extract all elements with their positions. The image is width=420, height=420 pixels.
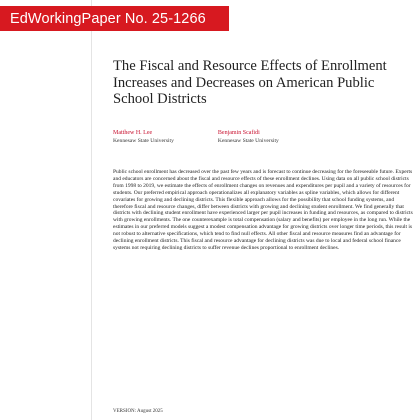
author-block [113,130,174,145]
author-block [218,130,279,145]
author-list [113,130,403,145]
series-label: EdWorkingPaper No. 25-1266 [10,10,206,27]
author-name: Benjamin Scafidi [217,130,260,136]
author-affiliation: Kennesaw State University [113,137,174,144]
author-name: Matthew H. Lee [113,130,153,136]
version-label: VERSION: August 2025 [113,409,163,414]
series-banner [0,6,229,31]
paper-title: The Fiscal and Resource Effects of Enrollment Increases and Decreases on American Public School Districts [113,58,387,107]
author-affiliation: Kennesaw State University [217,137,279,144]
margin-divider [91,0,92,420]
abstract-text: Public school enrollment has decreased over the past few years and is forecast to continue decreasing for the foreseeable future. Experts and educators are concerned about the fiscal and resource effects of these enrollment declines. Using data on all public school districts from 1998 to 2019, we estimate the effects of enrollment changes on revenues and expenditures per pupil and a variety of resources for students. Our preferred empirical approach operationalizes all explanatory variables as spline variables, which allows for different covariates for growing and declining districts. This flexible approach allows for the possibility that school funding systems, and therefore fiscal and resource changes, differ between districts with growing and declining student enrollment. We find generally that districts with declining student enrollment have experienced larger per pupil increases in funding and resources, as compared to districts with growing enrollments. The one counterexample is total compensation (salary and benefits) per employee in the long run. While the estimates in our preferred models suggest a modest compensation advantage for growing districts over longer time periods, this result is not robust to alternative specifications, which tend to find null effects. All other fiscal and resource measures find an advantage for declining enrollment districts. This fiscal and resource advantage for declining districts was due to local and federal school finance systems not requiring declining districts to suffer revenue declines proportional to enrollment declines. [113,169,413,251]
